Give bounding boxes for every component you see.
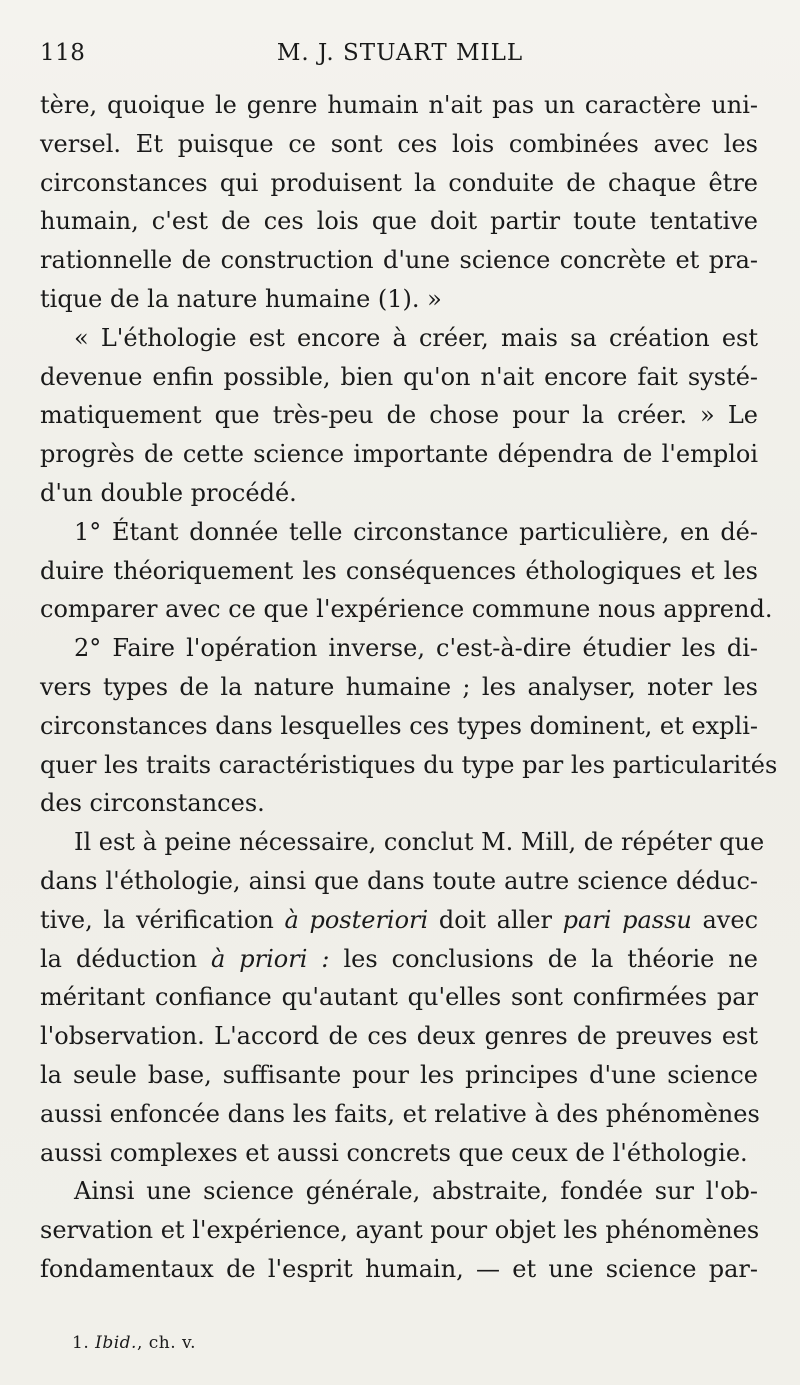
text-line: progrès de cette science importante dépendra de l'emploi: [40, 440, 758, 469]
paragraph-start: Ainsi une science générale, abstraite, fondée sur l'ob-: [74, 1177, 758, 1206]
footnote: [72, 1333, 196, 1353]
footnote-text: , ch. v.: [136, 1333, 197, 1353]
text-run: doit aller: [428, 905, 563, 934]
paragraph-start: Il est à peine nécessaire, conclut M. Mill, de répéter que: [74, 828, 765, 857]
text-line: aussi enfoncée dans les faits, et relative à des phénomènes: [40, 1099, 760, 1128]
footnote-number: 1.: [72, 1333, 90, 1353]
text-run: les conclusions de la théorie ne: [329, 944, 758, 973]
paragraph-start: « L'éthologie est encore à créer, mais sa création est: [74, 323, 758, 352]
text-line: versel. Et puisque ce sont ces lois combinées avec les: [40, 129, 758, 158]
text-line: comparer avec ce que l'expérience commune nous apprend.: [40, 595, 773, 624]
text-line: dans l'éthologie, ainsi que dans toute autre science déduc-: [40, 866, 758, 895]
text-line: tère, quoique le genre humain n'ait pas un caractère uni-: [40, 91, 758, 119]
text-line: vers types de la nature humaine ; les analyser, noter les: [40, 672, 758, 701]
text-line-mixed: [40, 901, 758, 940]
text-line: fondamentaux de l'esprit humain, — et une science par-: [40, 1254, 758, 1283]
paragraph-start: 2° Faire l'opération inverse, c'est-à-dire étudier les di-: [74, 634, 758, 663]
footnote-ref: Ibid.: [95, 1333, 137, 1353]
italic-run: à posteriori: [284, 905, 429, 934]
text-line: circonstances dans lesquelles ces types dominent, et expli-: [40, 711, 758, 740]
body-text: [40, 86, 778, 1289]
italic-run: pari passu: [562, 905, 692, 934]
text-line: l'observation. L'accord de ces deux genres de preuves est: [40, 1022, 758, 1051]
text-run: tive, la vérification: [40, 905, 285, 934]
text-line: tique de la nature humaine (1). »: [40, 284, 442, 313]
text-line: quer les traits caractéristiques du type par les particularités: [40, 750, 778, 779]
text-line: duire théoriquement les conséquences éthologiques et les: [40, 556, 758, 585]
text-line: humain, c'est de ces lois que doit partir toute tentative: [40, 207, 758, 236]
text-line: matiquement que très-peu de chose pour la créer. » Le: [40, 401, 758, 430]
text-run: avec: [691, 905, 759, 934]
page-header: [40, 40, 760, 74]
running-head: M. J. STUART MILL: [276, 40, 524, 66]
text-line: d'un double procédé.: [40, 478, 297, 507]
text-run: la déduction: [40, 944, 211, 973]
text-line: des circonstances.: [40, 789, 265, 818]
italic-run: à priori :: [211, 944, 330, 973]
text-line: aussi complexes et aussi concrets que ceux de l'éthologie.: [40, 1138, 748, 1167]
text-line-mixed: [40, 940, 758, 979]
text-line: la seule base, suffisante pour les principes d'une science: [40, 1060, 758, 1089]
paragraph-start: 1° Étant donnée telle circonstance particulière, en dé-: [74, 517, 758, 546]
page-number: 118: [40, 40, 86, 66]
text-line: circonstances qui produisent la conduite de chaque être: [40, 168, 758, 197]
text-line: méritant confiance qu'autant qu'elles sont confirmées par: [40, 983, 758, 1012]
text-line: rationnelle de construction d'une science concrète et pra-: [40, 246, 758, 275]
text-line: servation et l'expérience, ayant pour objet les phénomènes: [40, 1216, 760, 1245]
text-line: devenue enfin possible, bien qu'on n'ait encore fait systé-: [40, 362, 758, 391]
